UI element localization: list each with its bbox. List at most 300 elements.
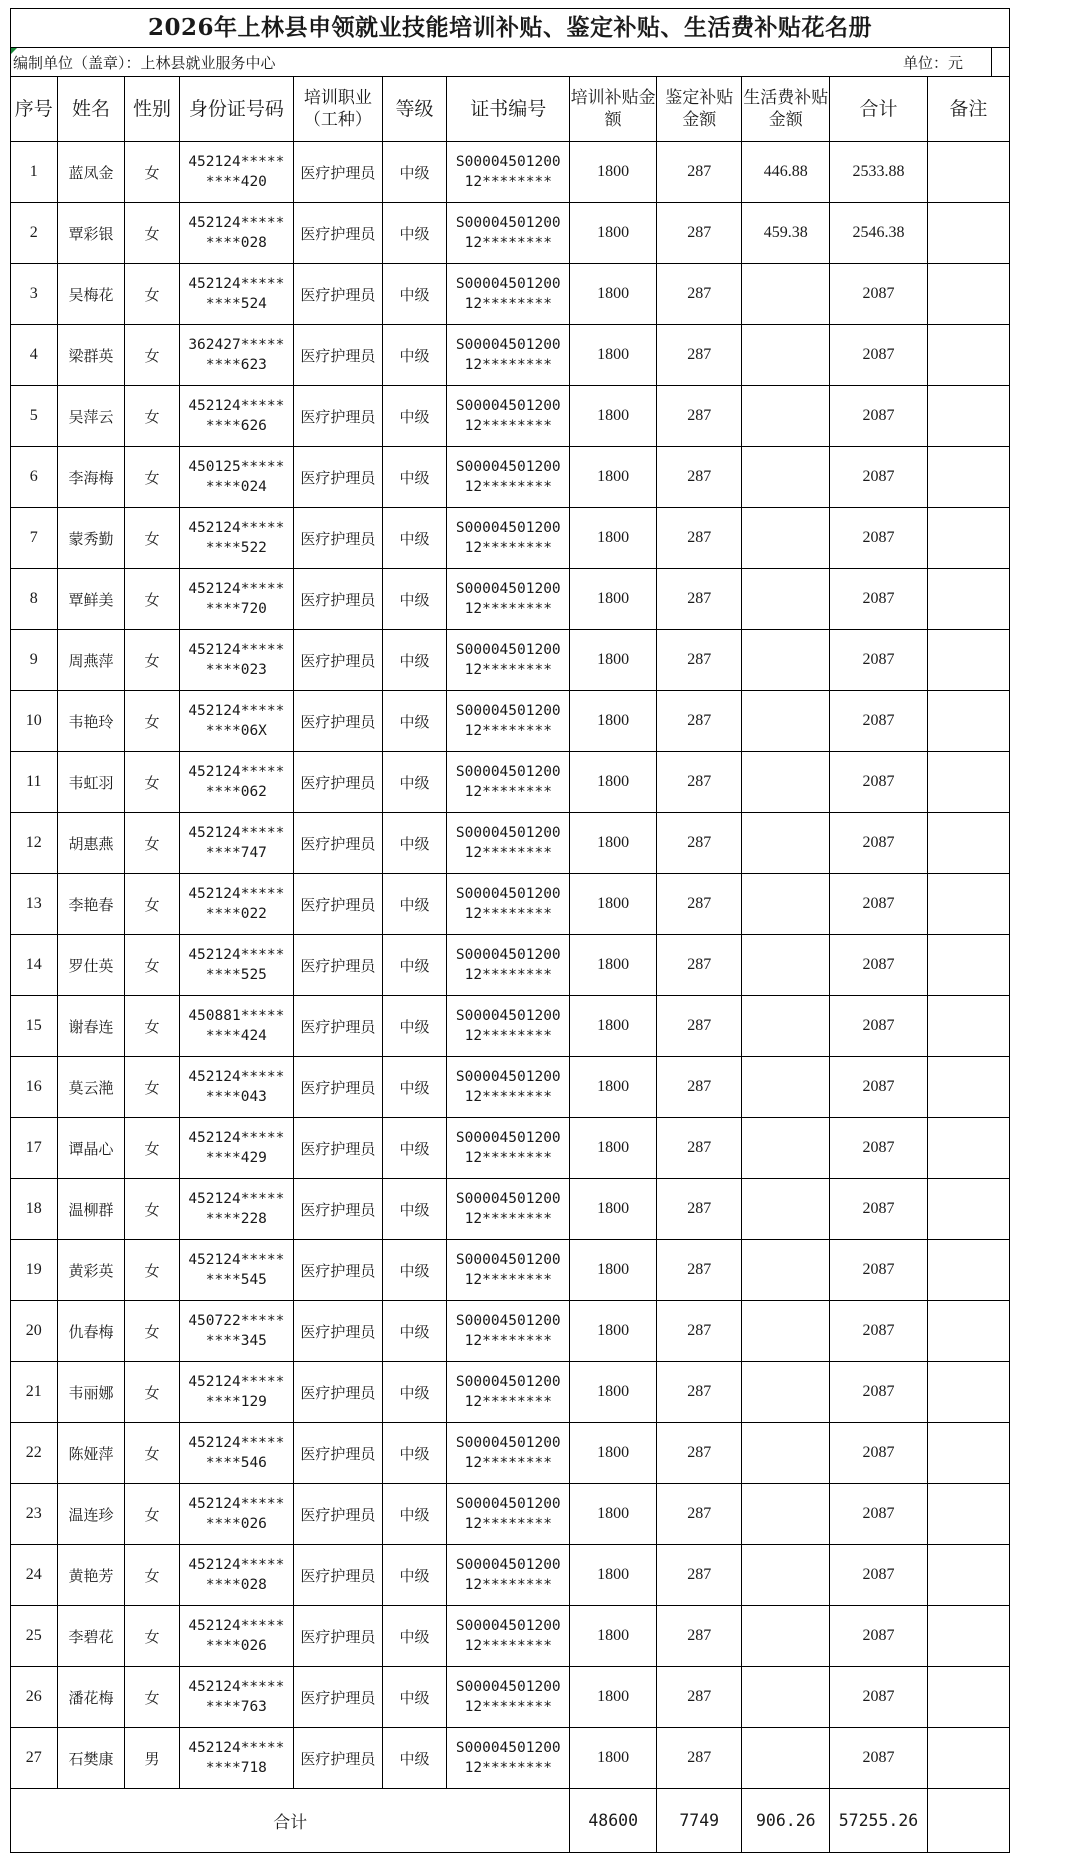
- certificate-number: [447, 1240, 570, 1301]
- row-total: 2087: [830, 1118, 928, 1179]
- id-number-line-1: 452124*****: [188, 215, 285, 231]
- gender: 女: [125, 1057, 179, 1118]
- training-subsidy: 1800: [570, 1240, 657, 1301]
- row-total: 2087: [830, 813, 928, 874]
- training-subsidy: 1800: [570, 813, 657, 874]
- certificate-number-line-2: 12********: [464, 1638, 552, 1654]
- certificate-number: [447, 264, 570, 325]
- living-subsidy: [742, 1423, 830, 1484]
- grand-total: 57255.26: [830, 1789, 928, 1853]
- id-number-line-1: 450125*****: [188, 459, 285, 475]
- appraisal-subsidy: 287: [656, 447, 741, 508]
- training-occupation: 医疗护理员: [294, 935, 383, 996]
- training-occupation: 医疗护理员: [294, 1240, 383, 1301]
- row-total: 2087: [830, 1301, 928, 1362]
- certificate-number: [447, 1545, 570, 1606]
- training-subsidy: 1800: [570, 1606, 657, 1667]
- training-subsidy: 1800: [570, 1728, 657, 1789]
- living-subsidy: [742, 935, 830, 996]
- id-number-line-1: 452124*****: [188, 1740, 285, 1756]
- training-subsidy: 1800: [570, 264, 657, 325]
- living-subsidy: [742, 1667, 830, 1728]
- training-occupation: 医疗护理员: [294, 630, 383, 691]
- living-subsidy: 459.38: [742, 203, 830, 264]
- person-name: 韦丽娜: [57, 1362, 125, 1423]
- id-number-line-2: ****747: [205, 845, 267, 861]
- id-number-line-1: 452124*****: [188, 825, 285, 841]
- certificate-number-line-2: 12********: [464, 906, 552, 922]
- row-note: [927, 935, 1009, 996]
- id-number-line-2: ****022: [205, 906, 267, 922]
- row-number: 6: [11, 447, 58, 508]
- person-name: 吴梅花: [57, 264, 125, 325]
- certificate-number-line-2: 12********: [464, 174, 552, 190]
- id-number-line-1: 452124*****: [188, 520, 285, 536]
- certificate-number-line-2: 12********: [464, 235, 552, 251]
- row-number: 16: [11, 1057, 58, 1118]
- table-row: [11, 325, 1010, 386]
- totals-row: [11, 1789, 1010, 1853]
- skill-level: 中级: [382, 1057, 446, 1118]
- row-total: 2087: [830, 1606, 928, 1667]
- living-subsidy: [742, 569, 830, 630]
- certificate-number: [447, 325, 570, 386]
- living-subsidy: [742, 752, 830, 813]
- person-name: 谢春连: [57, 996, 125, 1057]
- id-number-line-1: 452124*****: [188, 276, 285, 292]
- row-note: [927, 142, 1009, 203]
- id-number: [179, 813, 293, 874]
- skill-level: 中级: [382, 1362, 446, 1423]
- training-subsidy: 1800: [570, 1545, 657, 1606]
- appraisal-subsidy: 287: [656, 691, 741, 752]
- living-subsidy: [742, 447, 830, 508]
- skill-level: 中级: [382, 386, 446, 447]
- id-number-line-1: 452124*****: [188, 1130, 285, 1146]
- skill-level: 中级: [382, 1484, 446, 1545]
- training-occupation: 医疗护理员: [294, 203, 383, 264]
- id-number-line-1: 452124*****: [188, 581, 285, 597]
- row-note: [927, 1423, 1009, 1484]
- roster-table: [10, 76, 1010, 1853]
- row-number: 7: [11, 508, 58, 569]
- id-number-line-2: ****028: [205, 1577, 267, 1593]
- row-note: [927, 264, 1009, 325]
- person-name: 黄彩英: [57, 1240, 125, 1301]
- id-number-line-2: ****06X: [205, 723, 267, 739]
- appraisal-subsidy: 287: [656, 874, 741, 935]
- certificate-number: [447, 813, 570, 874]
- row-note: [927, 752, 1009, 813]
- appraisal-subsidy: 287: [656, 1301, 741, 1362]
- table-row: [11, 1423, 1010, 1484]
- id-number-line-2: ****522: [205, 540, 267, 556]
- id-number-line-2: ****420: [205, 174, 267, 190]
- id-number: [179, 1667, 293, 1728]
- skill-level: 中级: [382, 1423, 446, 1484]
- training-subsidy: 1800: [570, 508, 657, 569]
- row-number: 23: [11, 1484, 58, 1545]
- training-occupation: 医疗护理员: [294, 1606, 383, 1667]
- certificate-number-line-1: S00004501200: [455, 581, 561, 597]
- id-number-line-1: 452124*****: [188, 703, 285, 719]
- skill-level: 中级: [382, 874, 446, 935]
- id-number-line-2: ****623: [205, 357, 267, 373]
- row-number: 11: [11, 752, 58, 813]
- certificate-number: [447, 630, 570, 691]
- organization-label: 编制单位（盖章）：上林县就业服务中心: [13, 54, 276, 72]
- certificate-number-line-2: 12********: [464, 418, 552, 434]
- gender: 女: [125, 1484, 179, 1545]
- row-total: 2546.38: [830, 203, 928, 264]
- appraisal-subsidy: 287: [656, 996, 741, 1057]
- id-number: [179, 142, 293, 203]
- row-number: 22: [11, 1423, 58, 1484]
- training-subsidy: 1800: [570, 447, 657, 508]
- skill-level: 中级: [382, 508, 446, 569]
- row-number: 12: [11, 813, 58, 874]
- row-total: 2533.88: [830, 142, 928, 203]
- training-occupation: 医疗护理员: [294, 996, 383, 1057]
- certificate-number-line-2: 12********: [464, 1760, 552, 1776]
- training-subsidy: 1800: [570, 874, 657, 935]
- id-number: [179, 691, 293, 752]
- row-note: [927, 630, 1009, 691]
- table-row: [11, 813, 1010, 874]
- row-note: [927, 1667, 1009, 1728]
- certificate-number: [447, 1362, 570, 1423]
- table-row: [11, 1484, 1010, 1545]
- skill-level: 中级: [382, 447, 446, 508]
- row-total: 2087: [830, 325, 928, 386]
- person-name: 陈娅萍: [57, 1423, 125, 1484]
- certificate-number: [447, 569, 570, 630]
- certificate-number: [447, 386, 570, 447]
- certificate-number-line-1: S00004501200: [455, 398, 561, 414]
- row-note: [927, 569, 1009, 630]
- header-cell: 生活费补贴金额: [742, 77, 830, 142]
- skill-level: 中级: [382, 630, 446, 691]
- row-number: 14: [11, 935, 58, 996]
- person-name: 韦艳玲: [57, 691, 125, 752]
- training-occupation: 医疗护理员: [294, 1423, 383, 1484]
- person-name: 温连珍: [57, 1484, 125, 1545]
- training-subsidy: 1800: [570, 1423, 657, 1484]
- table-row: [11, 386, 1010, 447]
- living-subsidy: [742, 508, 830, 569]
- certificate-number: [447, 203, 570, 264]
- id-number: [179, 1545, 293, 1606]
- row-note: [927, 325, 1009, 386]
- id-number-line-2: ****763: [205, 1699, 267, 1715]
- certificate-number-line-2: 12********: [464, 1455, 552, 1471]
- training-occupation: 医疗护理员: [294, 1179, 383, 1240]
- id-number-line-1: 452124*****: [188, 1618, 285, 1634]
- id-number-line-1: 452124*****: [188, 398, 285, 414]
- certificate-number: [447, 1057, 570, 1118]
- training-occupation: 医疗护理员: [294, 569, 383, 630]
- table-row: [11, 142, 1010, 203]
- training-occupation: 医疗护理员: [294, 752, 383, 813]
- row-number: 4: [11, 325, 58, 386]
- appraisal-subsidy: 287: [656, 1667, 741, 1728]
- living-subsidy: [742, 813, 830, 874]
- header-cell: 备注: [927, 77, 1009, 142]
- certificate-number-line-2: 12********: [464, 357, 552, 373]
- certificate-number-line-1: S00004501200: [455, 520, 561, 536]
- header-cell: 等级: [382, 77, 446, 142]
- id-number-line-2: ****024: [205, 479, 267, 495]
- appraisal-subsidy: 287: [656, 1118, 741, 1179]
- training-subsidy: 1800: [570, 1362, 657, 1423]
- gender: 女: [125, 264, 179, 325]
- gender: 女: [125, 508, 179, 569]
- certificate-number: [447, 996, 570, 1057]
- certificate-number: [447, 1301, 570, 1362]
- id-number-line-2: ****228: [205, 1211, 267, 1227]
- appraisal-subsidy: 287: [656, 1423, 741, 1484]
- gender: 女: [125, 1179, 179, 1240]
- row-note: [927, 1179, 1009, 1240]
- row-total: 2087: [830, 752, 928, 813]
- gender: 女: [125, 569, 179, 630]
- training-subsidy: 1800: [570, 1057, 657, 1118]
- certificate-number: [447, 142, 570, 203]
- row-number: 13: [11, 874, 58, 935]
- id-number-line-1: 362427*****: [188, 337, 285, 353]
- gender: 女: [125, 447, 179, 508]
- training-subsidy: 1800: [570, 386, 657, 447]
- certificate-number-line-2: 12********: [464, 967, 552, 983]
- living-subsidy: [742, 996, 830, 1057]
- living-subsidy: [742, 691, 830, 752]
- person-name: 石樊康: [57, 1728, 125, 1789]
- training-occupation: 医疗护理员: [294, 874, 383, 935]
- id-number-line-1: 452124*****: [188, 1374, 285, 1390]
- id-number: [179, 874, 293, 935]
- certificate-number-line-1: S00004501200: [455, 1130, 561, 1146]
- training-occupation: 医疗护理员: [294, 142, 383, 203]
- certificate-number-line-1: S00004501200: [455, 337, 561, 353]
- row-note: [927, 1118, 1009, 1179]
- row-total: 2087: [830, 630, 928, 691]
- certificate-number-line-1: S00004501200: [455, 154, 561, 170]
- skill-level: 中级: [382, 813, 446, 874]
- gender: 女: [125, 874, 179, 935]
- header-cell: 培训职业（工种）: [294, 77, 383, 142]
- table-row: [11, 1301, 1010, 1362]
- certificate-number: [447, 1606, 570, 1667]
- training-occupation: 医疗护理员: [294, 1057, 383, 1118]
- certificate-number: [447, 1423, 570, 1484]
- appraisal-subsidy: 287: [656, 264, 741, 325]
- certificate-number: [447, 508, 570, 569]
- id-number-line-2: ****525: [205, 967, 267, 983]
- certificate-number: [447, 691, 570, 752]
- row-total: 2087: [830, 386, 928, 447]
- certificate-number-line-1: S00004501200: [455, 459, 561, 475]
- certificate-number-line-2: 12********: [464, 1699, 552, 1715]
- certificate-number: [447, 1728, 570, 1789]
- certificate-number-line-2: 12********: [464, 784, 552, 800]
- id-number: [179, 1301, 293, 1362]
- training-subsidy: 1800: [570, 203, 657, 264]
- row-number: 5: [11, 386, 58, 447]
- row-number: 18: [11, 1179, 58, 1240]
- certificate-number-line-1: S00004501200: [455, 1191, 561, 1207]
- id-number-line-1: 452124*****: [188, 642, 285, 658]
- training-subsidy: 1800: [570, 1301, 657, 1362]
- person-name: 蓝凤金: [57, 142, 125, 203]
- gender: 女: [125, 996, 179, 1057]
- id-number-line-1: 452124*****: [188, 947, 285, 963]
- certificate-number-line-2: 12********: [464, 601, 552, 617]
- row-number: 21: [11, 1362, 58, 1423]
- row-number: 17: [11, 1118, 58, 1179]
- row-number: 10: [11, 691, 58, 752]
- training-occupation: 医疗护理员: [294, 325, 383, 386]
- training-occupation: 医疗护理员: [294, 691, 383, 752]
- gender: 女: [125, 813, 179, 874]
- skill-level: 中级: [382, 1240, 446, 1301]
- header-cell: 性别: [125, 77, 179, 142]
- gender: 男: [125, 1728, 179, 1789]
- gender: 女: [125, 1118, 179, 1179]
- training-occupation: 医疗护理员: [294, 1667, 383, 1728]
- row-note: [927, 1301, 1009, 1362]
- certificate-number-line-2: 12********: [464, 479, 552, 495]
- training-occupation: 医疗护理员: [294, 1362, 383, 1423]
- table-row: [11, 1118, 1010, 1179]
- table-row: [11, 569, 1010, 630]
- row-number: 27: [11, 1728, 58, 1789]
- roster-sheet: [10, 8, 1010, 1853]
- certificate-number-line-1: S00004501200: [455, 1252, 561, 1268]
- id-number-line-1: 452124*****: [188, 1435, 285, 1451]
- header-cell: 序号: [11, 77, 58, 142]
- certificate-number-line-1: S00004501200: [455, 1740, 561, 1756]
- living-subsidy: [742, 264, 830, 325]
- skill-level: 中级: [382, 1301, 446, 1362]
- id-number-line-2: ****028: [205, 235, 267, 251]
- training-subsidy: 1800: [570, 1667, 657, 1728]
- table-row: [11, 1606, 1010, 1667]
- training-occupation: 医疗护理员: [294, 813, 383, 874]
- id-number: [179, 935, 293, 996]
- id-number-line-1: 450722*****: [188, 1313, 285, 1329]
- row-note: [927, 386, 1009, 447]
- gender: 女: [125, 691, 179, 752]
- gender: 女: [125, 386, 179, 447]
- training-occupation: 医疗护理员: [294, 1545, 383, 1606]
- row-note: [927, 813, 1009, 874]
- training-subsidy: 1800: [570, 325, 657, 386]
- row-number: 24: [11, 1545, 58, 1606]
- row-total: 2087: [830, 508, 928, 569]
- person-name: 周燕萍: [57, 630, 125, 691]
- skill-level: 中级: [382, 1667, 446, 1728]
- certificate-number-line-2: 12********: [464, 1089, 552, 1105]
- row-total: 2087: [830, 264, 928, 325]
- row-note: [927, 691, 1009, 752]
- certificate-number-line-2: 12********: [464, 1333, 552, 1349]
- id-number-line-2: ****429: [205, 1150, 267, 1166]
- person-name: 谭晶心: [57, 1118, 125, 1179]
- row-total: 2087: [830, 1057, 928, 1118]
- training-subsidy: 1800: [570, 691, 657, 752]
- appraisal-subsidy: 287: [656, 508, 741, 569]
- id-number-line-2: ****026: [205, 1516, 267, 1532]
- training-subsidy: 1800: [570, 142, 657, 203]
- training-subsidy: 1800: [570, 935, 657, 996]
- row-note: [927, 996, 1009, 1057]
- skill-level: 中级: [382, 996, 446, 1057]
- skill-level: 中级: [382, 1118, 446, 1179]
- certificate-number-line-2: 12********: [464, 1211, 552, 1227]
- gender: 女: [125, 325, 179, 386]
- person-name: 潘花梅: [57, 1667, 125, 1728]
- id-number: [179, 752, 293, 813]
- certificate-number-line-2: 12********: [464, 723, 552, 739]
- row-note: [927, 874, 1009, 935]
- table-row: [11, 752, 1010, 813]
- id-number-line-1: 452124*****: [188, 1557, 285, 1573]
- table-row: [11, 1179, 1010, 1240]
- row-total: 2087: [830, 1423, 928, 1484]
- training-occupation: 医疗护理员: [294, 1301, 383, 1362]
- certificate-number-line-2: 12********: [464, 662, 552, 678]
- certificate-number: [447, 874, 570, 935]
- row-note: [927, 1545, 1009, 1606]
- id-number-line-1: 452124*****: [188, 764, 285, 780]
- total-living-subsidy: 906.26: [742, 1789, 830, 1853]
- row-number: 1: [11, 142, 58, 203]
- row-total: 2087: [830, 1667, 928, 1728]
- appraisal-subsidy: 287: [656, 142, 741, 203]
- id-number-line-1: 452124*****: [188, 886, 285, 902]
- living-subsidy: [742, 1606, 830, 1667]
- certificate-number-line-1: S00004501200: [455, 703, 561, 719]
- certificate-number-line-1: S00004501200: [455, 886, 561, 902]
- certificate-number-line-1: S00004501200: [455, 1557, 561, 1573]
- row-number: 20: [11, 1301, 58, 1362]
- gender: 女: [125, 1301, 179, 1362]
- living-subsidy: [742, 1301, 830, 1362]
- gender: 女: [125, 1667, 179, 1728]
- certificate-number-line-2: 12********: [464, 1272, 552, 1288]
- id-number: [179, 447, 293, 508]
- row-total: 2087: [830, 935, 928, 996]
- id-number-line-2: ****129: [205, 1394, 267, 1410]
- living-subsidy: [742, 1057, 830, 1118]
- certificate-number-line-1: S00004501200: [455, 1435, 561, 1451]
- row-number: 15: [11, 996, 58, 1057]
- row-total: 2087: [830, 1728, 928, 1789]
- skill-level: 中级: [382, 935, 446, 996]
- training-subsidy: 1800: [570, 996, 657, 1057]
- person-name: 李艳春: [57, 874, 125, 935]
- gender: 女: [125, 1545, 179, 1606]
- id-number-line-2: ****718: [205, 1760, 267, 1776]
- id-number-line-2: ****023: [205, 662, 267, 678]
- appraisal-subsidy: 287: [656, 813, 741, 874]
- id-number: [179, 264, 293, 325]
- row-total: 2087: [830, 569, 928, 630]
- appraisal-subsidy: 287: [656, 752, 741, 813]
- certificate-number-line-1: S00004501200: [455, 1313, 561, 1329]
- id-number-line-1: 452124*****: [188, 1496, 285, 1512]
- person-name: 吴萍云: [57, 386, 125, 447]
